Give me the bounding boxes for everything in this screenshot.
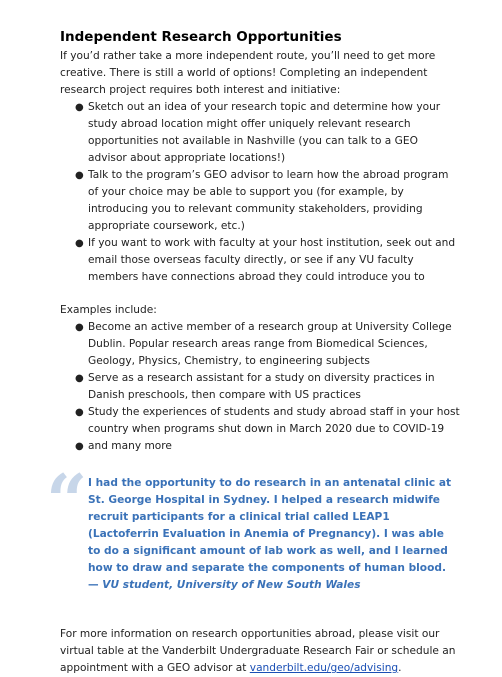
- list-item: [60, 235, 460, 286]
- list-item-text: Study the experiences of students and study abroad staff in your host country when programs shut down in March 2020 due to COVID-19: [88, 406, 460, 435]
- quote-attribution: VU student, University of New South Wales: [102, 579, 361, 591]
- list-item: [60, 319, 460, 370]
- bullet-icon: ●: [75, 322, 84, 333]
- student-quote: [46, 458, 460, 594]
- list-item: [60, 438, 460, 455]
- section-heading: Independent Research Opportunities: [60, 29, 342, 45]
- bullet-icon: ●: [75, 102, 84, 113]
- steps-list: [60, 99, 460, 286]
- intro-paragraph: If you’d rather take a more independent route, you’ll need to get more creative. There is still a world of options! Completing an independent research project requires both interest and initiative:: [60, 50, 436, 96]
- footer-text: For more information on research opportunities abroad, please visit our virtual table at the Vanderbilt Undergraduate Research Fair or schedule an appointment with a GEO advisor at: [60, 628, 456, 674]
- advising-link[interactable]: vanderbilt.edu/geo/advising: [249, 662, 399, 674]
- bullet-icon: ●: [75, 170, 84, 181]
- footer-period: .: [398, 662, 402, 674]
- list-item: [60, 99, 460, 167]
- list-item: [60, 370, 460, 404]
- list-item-text: Serve as a research assistant for a study on diversity practices in Danish preschools, then compare with US practices: [88, 372, 435, 401]
- bullet-icon: ●: [75, 238, 84, 249]
- bullet-icon: ●: [75, 407, 84, 418]
- list-item-text: Talk to the program’s GEO advisor to learn how the abroad program of your choice may be able to support you (for example, by introducing you to relevant community stakeholders, providing appropriate coursework, etc.): [88, 169, 449, 232]
- document-page: [46, 28, 460, 677]
- bullet-icon: ●: [75, 441, 84, 452]
- examples-label: Examples include:: [60, 304, 157, 316]
- list-item: [60, 404, 460, 438]
- quote-mark-icon: “: [46, 458, 88, 543]
- quote-body: I had the opportunity to do research in an antenatal clinic at St. George Hospital in Sydney. I helped a research midwife recruit participants for a clinical trial called LEAP1 (Lactoferrin Evaluation in Anemia of Pregnancy). I was able to do a significant amount of lab work as well, and I learned how to draw and separate the components of human blood. —: [88, 477, 452, 591]
- list-item-text: If you want to work with faculty at your host institution, seek out and email those overseas faculty directly, or see if any VU faculty members have connections abroad they could introduce you to: [88, 237, 456, 283]
- quote-text: [88, 475, 460, 594]
- footer-paragraph: [60, 626, 460, 677]
- list-item: [60, 167, 460, 235]
- examples-list: [60, 319, 460, 455]
- list-item-text: Sketch out an idea of your research topic and determine how your study abroad location might offer uniquely relevant research opportunities not available in Nashville (you can talk to a GEO advisor about appropriate locations!): [88, 101, 441, 164]
- list-item-text: Become an active member of a research group at University College Dublin. Popular research areas range from Biomedical Sciences, Geology, Physics, Chemistry, to engineering subjects: [88, 321, 452, 367]
- bullet-icon: ●: [75, 373, 84, 384]
- list-item-text: and many more: [88, 440, 172, 452]
